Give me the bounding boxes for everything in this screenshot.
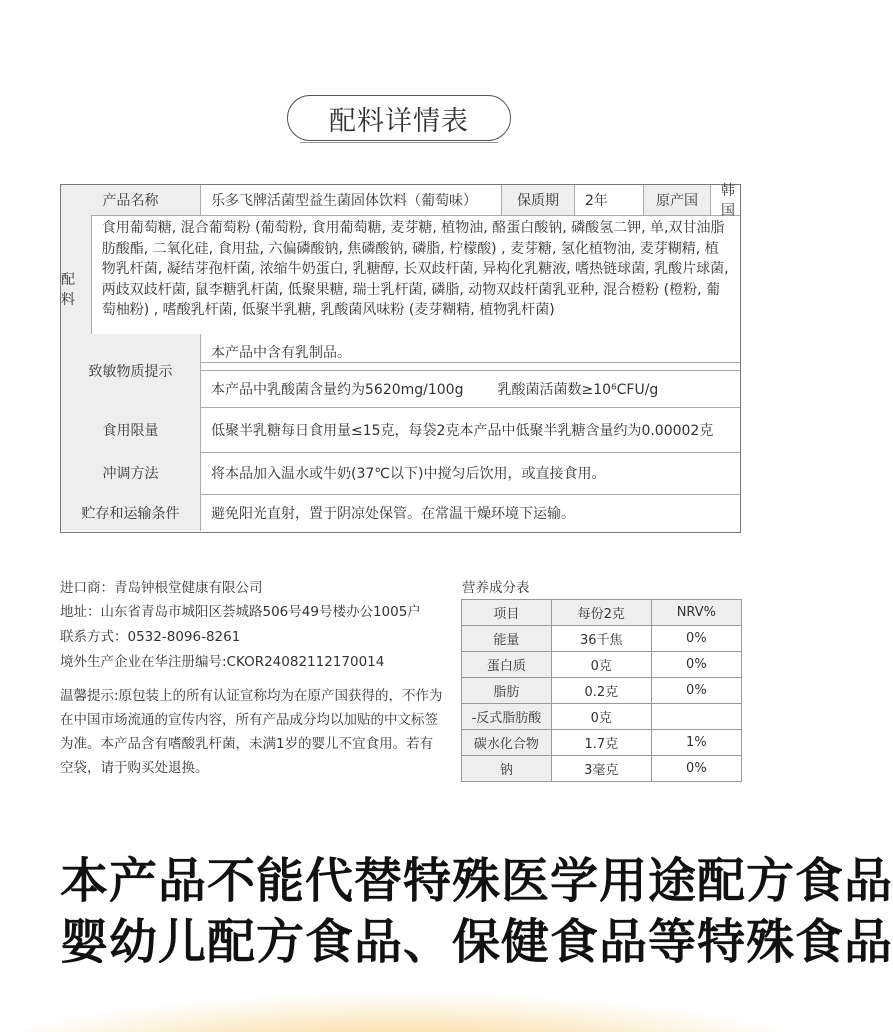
warm-tip: 温馨提示:原包装上的所有认证宣称均为在原产国获得的，不作为在中国市场流通的宣传内容，所有产品成分均以加贴的中文标签为准。本产品含有嗜酸乳杆菌，未满1岁的婴儿不宜食用。若有空袋，请于购买处退换。 bbox=[60, 688, 443, 776]
nutrition-amount: 0克 bbox=[551, 652, 651, 678]
warning-line1: 本产品不能代替特殊医学用途配方食品 bbox=[60, 853, 893, 909]
row-allergy bbox=[61, 334, 740, 408]
nutrition-amount: 0克 bbox=[551, 704, 651, 730]
nutrition-header: 项目 bbox=[462, 600, 552, 626]
nutrition-title: 营养成分表 bbox=[462, 580, 530, 596]
importer-address: 地址：山东省青岛市城阳区荟城路506号49号楼办公1005户 bbox=[60, 604, 421, 620]
warning-line2: 婴幼儿配方食品、保健食品等特殊食品 bbox=[60, 914, 893, 970]
nutrition-nrv: 0% bbox=[651, 626, 741, 652]
nutrition-amount: 0.2克 bbox=[551, 678, 651, 704]
row-mixing bbox=[61, 452, 740, 495]
nutrition-item: -反式脂肪酸 bbox=[462, 704, 552, 730]
ingredient-table bbox=[60, 184, 741, 533]
page-title: 配料详情表 bbox=[287, 95, 511, 141]
nutrition-row bbox=[462, 704, 742, 730]
shelf-life-label: 保质期 bbox=[501, 185, 575, 215]
allergy-label: 致敏物质提示 bbox=[61, 334, 201, 407]
ingredients-text: 食用葡萄糖, 混合葡萄粉 (葡萄粉, 食用葡萄糖, 麦芽糖, 植物油, 酪蛋白酸钠, 磷酸氢二钾, 单,双甘油脂肪酸酯, 二氧化硅, 食用盐, 六偏磷酸钠, 焦磷酸钠, 磷脂, 柠檬酸) , 麦芽糖, 氢化植物油, 麦芽糊精, 植物乳杆菌, 凝结芽孢杆菌, 浓缩牛奶蛋白, 乳糖醇, 长双歧杆菌, 异构化乳糖液, 嗜热链球菌, 乳酸片球菌, 两歧双歧杆菌, 鼠李糖乳杆菌, 低聚果糖, 瑞士乳杆菌, 磷脂, 动物双歧杆菌乳亚种, 混合橙粉 (橙粉, 葡萄柚粉) , 嗜酸乳杆菌, 低聚半乳糖, 乳酸菌风味粉 (麦芽糊精, 植物乳杆菌) bbox=[101, 220, 729, 318]
nutrition-nrv bbox=[651, 704, 741, 730]
nutrition-item: 脂肪 bbox=[462, 678, 552, 704]
nutrition-header: 每份2克 bbox=[551, 600, 651, 626]
nutrition-nrv: 0% bbox=[651, 756, 741, 782]
nutrition-row bbox=[462, 652, 742, 678]
ingredients-label: 配 料 bbox=[61, 215, 92, 362]
nutrition-row bbox=[462, 678, 742, 704]
storage-value: 避免阳光直射，置于阴凉处保管。在常温干燥环境下运输。 bbox=[211, 505, 575, 522]
nutrition-nrv: 1% bbox=[651, 730, 741, 756]
row-limit bbox=[61, 407, 740, 453]
nutrition-row bbox=[462, 756, 742, 782]
nutrition-amount: 1.7克 bbox=[551, 730, 651, 756]
allergy-line1: 本产品中含有乳制品。 bbox=[201, 334, 740, 371]
lactic-count: 乳酸菌活菌数≥10⁶CFU/g bbox=[497, 382, 659, 398]
nutrition-amount: 3毫克 bbox=[551, 756, 651, 782]
nutrition-item: 蛋白质 bbox=[462, 652, 552, 678]
nutrition-header: NRV% bbox=[651, 600, 741, 626]
nutrition-amount: 36千焦 bbox=[551, 626, 651, 652]
origin-value: 韩国 bbox=[721, 183, 735, 219]
row-storage bbox=[61, 494, 740, 531]
mixing-label: 冲调方法 bbox=[61, 452, 201, 494]
origin-label: 原产国 bbox=[643, 185, 711, 215]
lactic-content: 本产品中乳酸菌含量约为5620mg/100g bbox=[211, 382, 464, 398]
storage-label: 贮存和运输条件 bbox=[61, 494, 201, 531]
product-name-label: 产品名称 bbox=[61, 185, 201, 215]
nutrition-item: 能量 bbox=[462, 626, 552, 652]
product-name-value: 乐多飞牌活菌型益生菌固体饮料（葡萄味） bbox=[211, 193, 477, 209]
nutrition-header-row bbox=[462, 600, 742, 626]
mixing-value: 将本品加入温水或牛奶(37℃以下)中搅匀后饮用，或直接食用。 bbox=[211, 466, 606, 482]
shelf-life-value: 2年 bbox=[585, 193, 608, 209]
nutrition-item: 碳水化合物 bbox=[462, 730, 552, 756]
nutrition-item: 钠 bbox=[462, 756, 552, 782]
importer-name: 进口商：青岛钟根堂健康有限公司 bbox=[60, 580, 263, 596]
limit-label: 食用限量 bbox=[61, 407, 201, 452]
row-product-name bbox=[61, 183, 740, 219]
nutrition-table bbox=[461, 599, 742, 782]
nutrition-nrv: 0% bbox=[651, 678, 741, 704]
title-underline bbox=[300, 142, 498, 143]
nutrition-nrv: 0% bbox=[651, 652, 741, 678]
limit-value: 低聚半乳糖每日食用量≤15克，每袋2克本产品中低聚半乳糖含量约为0.00002克 bbox=[211, 422, 714, 439]
nutrition-row bbox=[462, 730, 742, 756]
nutrition-row bbox=[462, 626, 742, 652]
importer-contact: 联系方式：0532-8096-8261 bbox=[60, 629, 241, 645]
importer-registration: 境外生产企业在华注册编号:CKOR24082112170014 bbox=[60, 654, 385, 670]
allergy-line2 bbox=[201, 371, 740, 407]
